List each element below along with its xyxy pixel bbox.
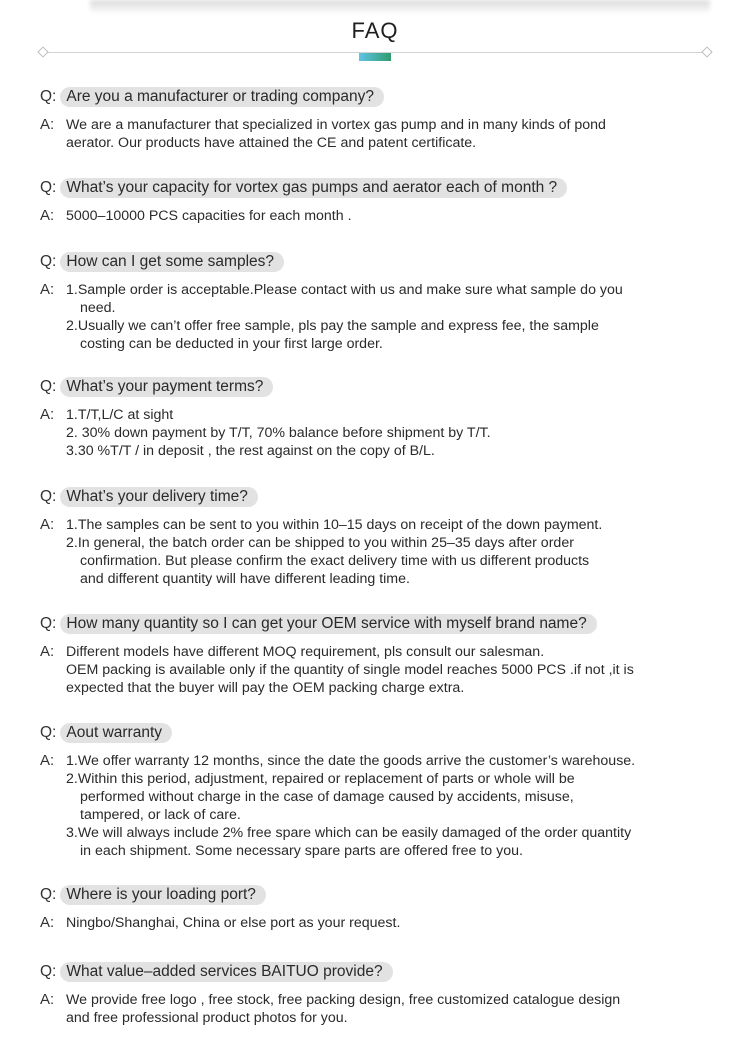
question-text: Aout warranty xyxy=(60,723,172,743)
answer-line: We provide free logo , free stock, free packing design, free customized catalogue design xyxy=(66,992,621,1008)
faq-answer xyxy=(40,516,720,588)
faq-question xyxy=(40,486,720,508)
title-accent-bar xyxy=(359,53,391,61)
answer-prefix: A: xyxy=(40,406,55,423)
question-text: What’s your capacity for vortex gas pumps and aerator each of month ? xyxy=(60,178,567,198)
faq-answer xyxy=(40,406,720,460)
faq-item xyxy=(40,251,720,353)
faq-question xyxy=(40,251,720,273)
faq-answer xyxy=(40,207,720,225)
answer-prefix: A: xyxy=(40,914,55,931)
answer-line: 2.Within this period, adjustment, repaired or replacement of parts or whole will be xyxy=(66,771,575,787)
faq-answer xyxy=(40,991,720,1027)
question-text: How can I get some samples? xyxy=(60,252,284,272)
faq-answer xyxy=(40,116,720,152)
answer-line: 2.In general, the batch order can be shipped to you within 25–35 days after order xyxy=(66,535,574,551)
faq-question xyxy=(40,722,720,744)
answer-line: 2.Usually we can’t offer free sample, pls pay the sample and express fee, the sample xyxy=(66,318,599,334)
faq-question xyxy=(40,86,720,108)
faq-item xyxy=(40,722,720,860)
question-text: What value–added services BAITUO provide? xyxy=(60,962,392,982)
faq-answer xyxy=(40,281,720,353)
answer-prefix: A: xyxy=(40,116,55,133)
answer-line: 1.We offer warranty 12 months, since the date the goods arrive the customer’s warehouse. xyxy=(66,753,636,769)
answer-line: need. xyxy=(80,300,116,316)
question-prefix: Q: xyxy=(40,488,57,505)
divider-right-diamond-icon xyxy=(701,46,712,57)
question-prefix: Q: xyxy=(40,963,57,980)
answer-prefix: A: xyxy=(40,207,55,224)
faq-question xyxy=(40,177,720,199)
question-text: How many quantity so I can get your OEM service with myself brand name? xyxy=(60,614,596,634)
answer-prefix: A: xyxy=(40,643,55,660)
answer-line: OEM packing is available only if the quantity of single model reaches 5000 PCS .if not ,it is xyxy=(66,662,634,678)
answer-line: and different quantity will have different leading time. xyxy=(80,571,410,587)
answer-line: confirmation. But please confirm the exact delivery time with us different products xyxy=(80,553,590,569)
question-prefix: Q: xyxy=(40,253,57,270)
answer-line: We are a manufacturer that specialized in vortex gas pump and in many kinds of pond xyxy=(66,117,606,133)
question-text: What’s your payment terms? xyxy=(60,377,273,397)
faq-item xyxy=(40,884,720,932)
page-title: FAQ xyxy=(351,18,399,43)
faq-item xyxy=(40,613,720,697)
answer-line: tampered, or lack of care. xyxy=(80,807,241,823)
faq-item xyxy=(40,86,720,152)
answer-line: 3.30 %T/T / in deposit , the rest against on the copy of B/L. xyxy=(66,443,435,459)
faq-question xyxy=(40,884,720,906)
question-text: Are you a manufacturer or trading company? xyxy=(60,87,384,107)
answer-prefix: A: xyxy=(40,752,55,769)
question-text: What’s your delivery time? xyxy=(60,487,257,507)
answer-line: 1.T/T,L/C at sight xyxy=(66,407,174,423)
answer-line: 2. 30% down payment by T/T, 70% balance before shipment by T/T. xyxy=(66,425,491,441)
answer-line: Different models have different MOQ requirement, pls consult our salesman. xyxy=(66,644,545,660)
top-shadow xyxy=(90,0,710,14)
divider-left-diamond-icon xyxy=(37,46,48,57)
faq-answer xyxy=(40,914,720,932)
faq-question xyxy=(40,961,720,983)
answer-prefix: A: xyxy=(40,516,55,533)
answer-line: in each shipment. Some necessary spare parts are offered free to you. xyxy=(80,843,523,859)
answer-line: costing can be deducted in your first large order. xyxy=(80,336,383,352)
answer-line: and free professional product photos for you. xyxy=(66,1010,348,1026)
answer-line: 3.We will always include 2% free spare which can be easily damaged of the order quantity xyxy=(66,825,632,841)
question-prefix: Q: xyxy=(40,886,57,903)
answer-line: aerator. Our products have attained the CE and patent certificate. xyxy=(66,135,477,151)
question-text: Where is your loading port? xyxy=(60,885,266,905)
question-prefix: Q: xyxy=(40,88,57,105)
faq-question xyxy=(40,376,720,398)
answer-line: Ningbo/Shanghai, China or else port as your request. xyxy=(66,915,401,931)
answer-line: 5000–10000 PCS capacities for each month . xyxy=(66,208,352,224)
answer-prefix: A: xyxy=(40,991,55,1008)
faq-item xyxy=(40,376,720,460)
faq-item xyxy=(40,486,720,588)
faq-question xyxy=(40,613,720,635)
answer-line: 1.Sample order is acceptable.Please contact with us and make sure what sample do you xyxy=(66,282,623,298)
faq-item xyxy=(40,961,720,1027)
faq-answer xyxy=(40,643,720,697)
answer-line: expected that the buyer will pay the OEM packing charge extra. xyxy=(66,680,465,696)
question-prefix: Q: xyxy=(40,724,57,741)
answer-line: performed without charge in the case of damage caused by accidents, misuse, xyxy=(80,789,574,805)
question-prefix: Q: xyxy=(40,378,57,395)
faq-item xyxy=(40,177,720,225)
answer-prefix: A: xyxy=(40,281,55,298)
question-prefix: Q: xyxy=(40,615,57,632)
question-prefix: Q: xyxy=(40,179,57,196)
faq-answer xyxy=(40,752,720,860)
answer-line: 1.The samples can be sent to you within 10–15 days on receipt of the down payment. xyxy=(66,517,603,533)
